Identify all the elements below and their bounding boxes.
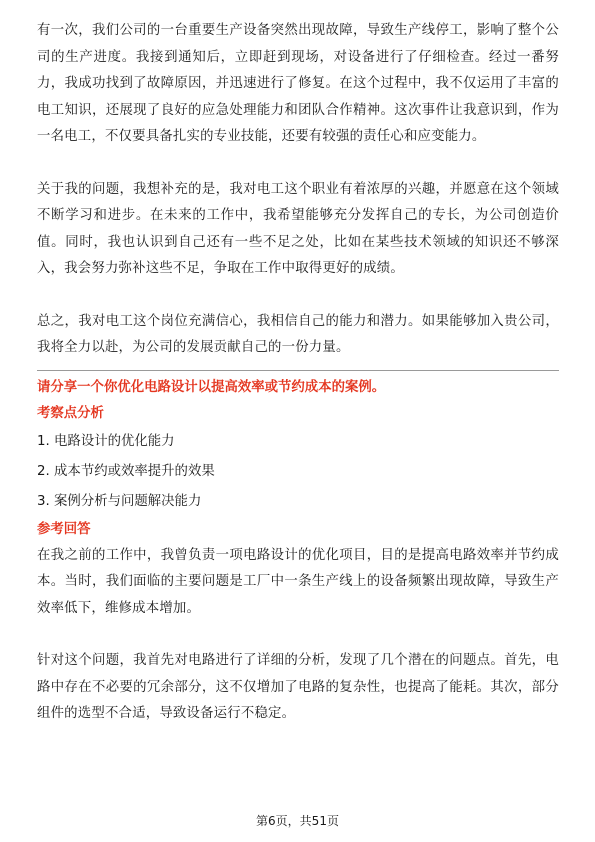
list-item: 3. 案例分析与问题解决能力 [37, 493, 202, 509]
analysis-heading: 考察点分析 [37, 405, 104, 421]
page-content [37, 18, 559, 728]
list-item: 2. 成本节约或效率提升的效果 [37, 463, 215, 479]
question-title: 请分享一个你优化电路设计以提高效率或节约成本的案例。 [37, 379, 386, 395]
body-paragraph-3: 总之，我对电工这个岗位充满信心，我相信自己的能力和潜力。如果能够加入贵公司，我将全力以赴，为公司的发展贡献自己的一份力量。 [37, 313, 559, 355]
analysis-points-list [37, 427, 559, 517]
body-paragraph-1: 有一次，我们公司的一台重要生产设备突然出现故障，导致生产线停工，影响了整个公司的生产进度。我接到通知后，立即赶到现场，对设备进行了仔细检查。经过一番努力，我成功找到了故障原因，并迅速进行了修复。在这个过程中，我不仅运用了丰富的电工知识，还展现了良好的应急处理能力和团队合作精神。这次事件让我意识到，作为一名电工，不仅要具备扎实的专业技能，还要有较强的责任心和应变能力。 [37, 23, 559, 144]
section-divider [37, 370, 559, 371]
page-number: 第6页，共51页 [256, 814, 339, 828]
answer-heading: 参考回答 [37, 521, 91, 537]
answer-paragraph-1: 在我之前的工作中，我曾负责一项电路设计的优化项目，目的是提高电路效率并节约成本。当时，我们面临的主要问题是工厂中一条生产线上的设备频繁出现故障，导致生产效率低下，维修成本增加。 [37, 547, 559, 616]
list-item: 1. 电路设计的优化能力 [37, 433, 175, 449]
body-paragraph-2: 关于我的问题，我想补充的是，我对电工这个职业有着浓厚的兴趣，并愿意在这个领域不断学习和进步。在未来的工作中，我希望能够充分发挥自己的专长，为公司创造价值。同时，我也认识到自己还有一些不足之处，比如在某些技术领域的知识还不够深入，我会努力弥补这些不足，争取在工作中取得更好的成绩。 [37, 181, 559, 276]
answer-paragraph-2: 针对这个问题，我首先对电路进行了详细的分析，发现了几个潜在的问题点。首先，电路中存在不必要的冗余部分，这不仅增加了电路的复杂性，也提高了能耗。其次，部分组件的选型不合适，导致设备运行不稳定。 [37, 653, 559, 721]
